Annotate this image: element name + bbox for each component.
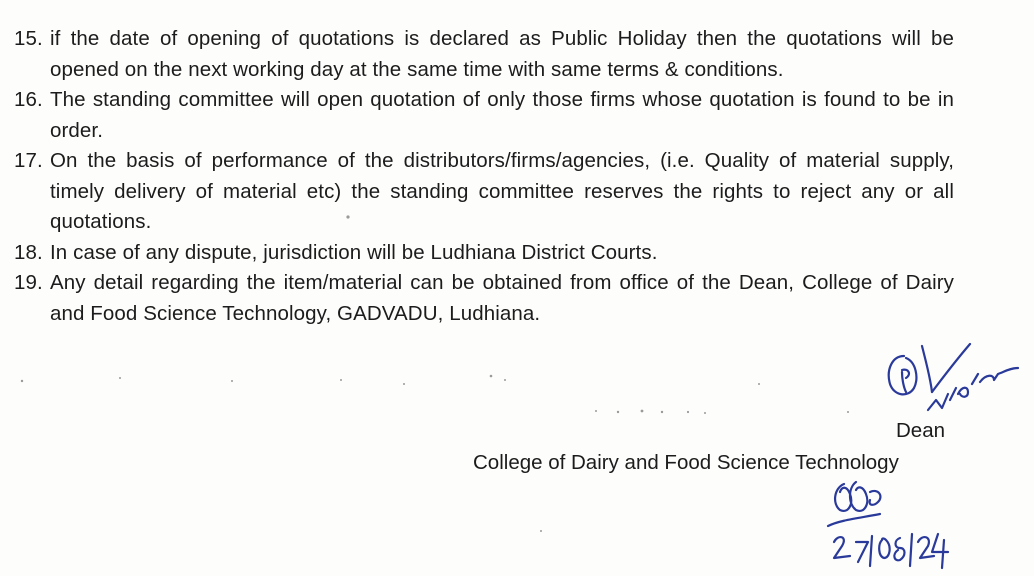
clause-text: if the date of opening of quotations is declared as Public Holiday then the quotations will be opened on the next working day at the same time with same terms & conditions. xyxy=(50,27,954,81)
signatory-institution: College of Dairy and Food Science Technology xyxy=(473,451,899,474)
clause-number: 18. xyxy=(14,240,43,264)
clause-number: 15. xyxy=(14,27,43,50)
clause-text: On the basis of performance of the distributors/firms/agencies, (i.e. Quality of material supply, timely delivery of material etc) the standing committee reserves the rights to reject any or all quotations. xyxy=(50,149,954,233)
clause-number: 19. xyxy=(14,271,43,294)
clause-number: 17. xyxy=(14,149,43,172)
clause-text: In case of any dispute, jurisdiction will be Ludhiana District Courts. xyxy=(50,240,658,264)
clause-text: The standing committee will open quotation of only those firms whose quotation is found to be in order. xyxy=(50,88,954,142)
signatory-designation: Dean xyxy=(896,419,946,442)
clause-text: Any detail regarding the item/material can be obtained from office of the Dean, College of Dairy and Food Science Technology, GADVADU, Ludhiana. xyxy=(50,271,954,325)
clause-number: 16. xyxy=(14,88,43,111)
